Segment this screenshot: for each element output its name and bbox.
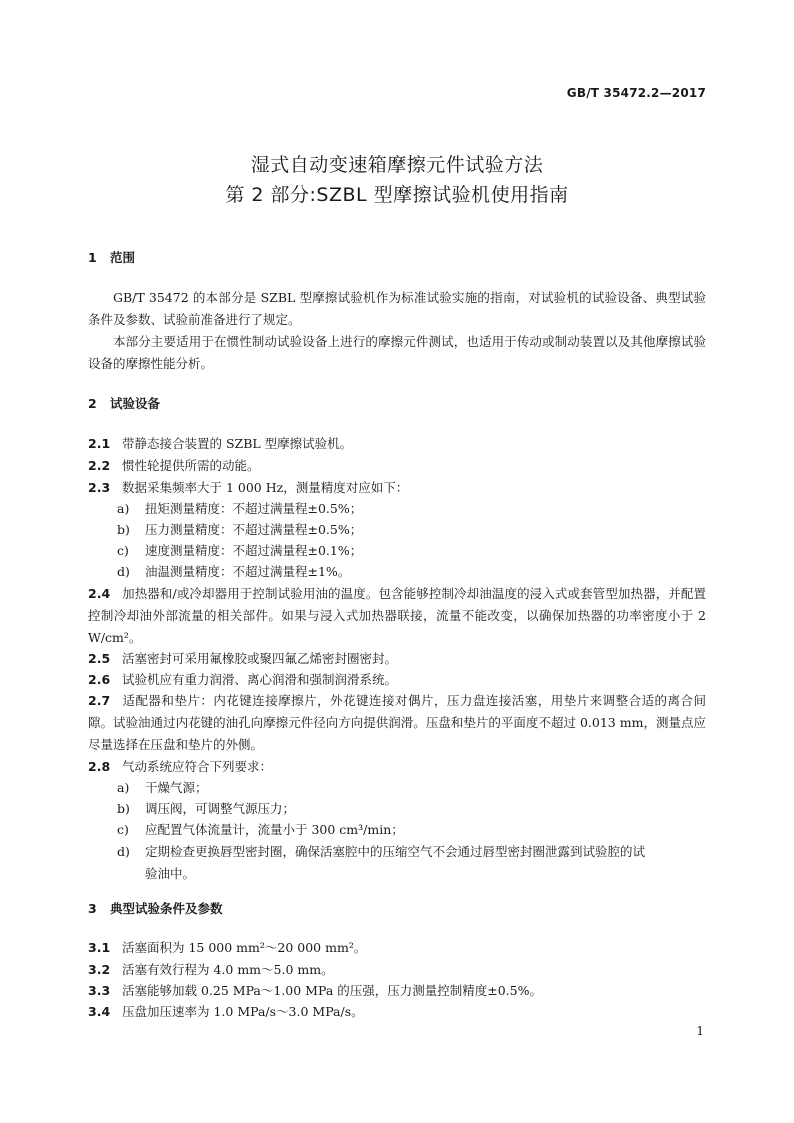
clause-number: 3.3 — [88, 983, 111, 998]
clause-3-3 — [88, 980, 706, 1002]
clause-2-5 — [88, 648, 706, 670]
list-letter: d) — [117, 844, 130, 859]
clause-text: 带静态接合装置的 SZBL 型摩擦试验机。 — [122, 436, 353, 451]
list-text: 扭矩测量精度：不超过满量程±0.5%； — [145, 501, 363, 516]
section-number: 2 — [88, 396, 97, 411]
standard-code: GB/T 35472.2—2017 — [566, 86, 706, 100]
list-letter: c) — [117, 822, 129, 837]
section-number: 3 — [88, 901, 97, 916]
section-number: 1 — [88, 250, 97, 265]
list-letter: a) — [117, 780, 130, 795]
document-title-line1: 湿式自动变速箱摩擦元件试验方法 — [250, 154, 544, 176]
clause-number: 2.6 — [88, 672, 111, 687]
clause-text: 试验机应有重力润滑、离心润滑和强制润滑系统。 — [122, 672, 398, 687]
clause-number: 2.4 — [88, 586, 111, 601]
list-item — [117, 819, 706, 841]
list-letter: d) — [117, 564, 130, 579]
list-text: 速度测量精度：不超过满量程±0.1%； — [145, 543, 363, 558]
list-item — [117, 841, 706, 885]
clause-number: 3.1 — [88, 940, 111, 955]
list-text: 调压阀，可调整气源压力； — [145, 801, 296, 816]
clause-number: 3.2 — [88, 962, 111, 977]
section-heading-scope — [88, 248, 135, 266]
list-text: 干燥气源； — [145, 780, 208, 795]
clause-2-8 — [88, 756, 706, 778]
clause-2-4 — [88, 583, 706, 649]
list-text-continuation: 验油中。 — [145, 866, 196, 881]
list-text: 定期检查更换唇型密封圈，确保活塞腔中的压缩空气不会通过唇型密封圈泄露到试验腔的试 — [145, 844, 646, 859]
list-text: 油温测量精度：不超过满量程±1%。 — [145, 564, 351, 579]
list-item — [117, 540, 706, 562]
clause-text: 惯性轮提供所需的动能。 — [122, 458, 260, 473]
clause-text: 活塞面积为 15 000 mm²～20 000 mm²。 — [122, 940, 367, 955]
section-title: 试验设备 — [110, 396, 161, 411]
document-title-line2: 第 2 部分:SZBL 型摩擦试验机使用指南 — [225, 184, 569, 206]
list-item — [117, 519, 706, 541]
list-item — [117, 777, 706, 799]
clause-text: 气动系统应符合下列要求： — [122, 759, 273, 774]
section-heading-equipment — [88, 394, 160, 412]
clause-number: 2.2 — [88, 458, 111, 473]
clause-number: 3.4 — [88, 1004, 111, 1019]
list-item — [117, 798, 706, 820]
clause-text: 数据采集频率大于 1 000 Hz，测量精度对应如下： — [122, 480, 409, 495]
list-letter: a) — [117, 501, 130, 516]
list-text: 压力测量精度：不超过满量程±0.5%； — [145, 522, 363, 537]
list-letter: c) — [117, 543, 129, 558]
list-item — [117, 561, 706, 583]
clause-2-3 — [88, 477, 706, 499]
list-item — [117, 498, 706, 520]
section-title: 典型试验条件及参数 — [110, 901, 223, 916]
list-letter: b) — [117, 522, 130, 537]
list-text: 应配置气体流量计，流量小于 300 cm³/min； — [145, 822, 404, 837]
clause-number: 2.5 — [88, 651, 111, 666]
clause-2-6 — [88, 669, 706, 691]
clause-text: 压盘加压速率为 1.0 MPa/s～3.0 MPa/s。 — [122, 1004, 364, 1019]
paragraph: GB/T 35472 的本部分是 SZBL 型摩擦试验机作为标准试验实施的指南，对试验机的试验设备、典型试验条件及参数、试验前准备进行了规定。 — [88, 290, 706, 327]
page-number: 1 — [696, 1024, 704, 1038]
clause-text: 加热器和/或冷却器用于控制试验用油的温度。包含能够控制冷却油温度的浸入式或套管型加热器，并配置控制冷却油外部流量的相关部件。如果与浸入式加热器联接，流量不能改变，以确保加热器的功率密度小于 2 W/cm²。 — [88, 586, 706, 645]
clause-number: 2.7 — [88, 693, 111, 708]
clause-text: 活塞密封可采用氟橡胶或聚四氟乙烯密封圈密封。 — [122, 651, 398, 666]
clause-3-2 — [88, 959, 706, 981]
list-letter: b) — [117, 801, 130, 816]
section-title: 范围 — [110, 250, 136, 265]
clause-2-2 — [88, 455, 706, 477]
clause-number: 2.8 — [88, 759, 111, 774]
clause-3-1 — [88, 937, 706, 959]
clause-2-1 — [88, 433, 706, 455]
clause-number: 2.1 — [88, 436, 111, 451]
clause-text: 活塞有效行程为 4.0 mm～5.0 mm。 — [122, 962, 334, 977]
clause-text: 适配器和垫片：内花键连接摩擦片，外花键连接对偶片，压力盘连接活塞，用垫片来调整合适的离合间隙。试验油通过内花键的油孔向摩擦元件径向方向提供润滑。压盘和垫片的平面度不超过 0.013 mm，测量点应尽量选择在压盘和垫片的外侧。 — [88, 693, 706, 752]
clause-text: 活塞能够加载 0.25 MPa～1.00 MPa 的压强，压力测量控制精度±0.5%。 — [122, 983, 542, 998]
clause-2-7 — [88, 690, 706, 756]
paragraph: 本部分主要适用于在惯性制动试验设备上进行的摩擦元件测试，也适用于传动或制动装置以及其他摩擦试验设备的摩擦性能分析。 — [88, 334, 706, 371]
section-heading-conditions — [88, 899, 223, 917]
clause-3-4 — [88, 1001, 706, 1023]
clause-number: 2.3 — [88, 480, 111, 495]
